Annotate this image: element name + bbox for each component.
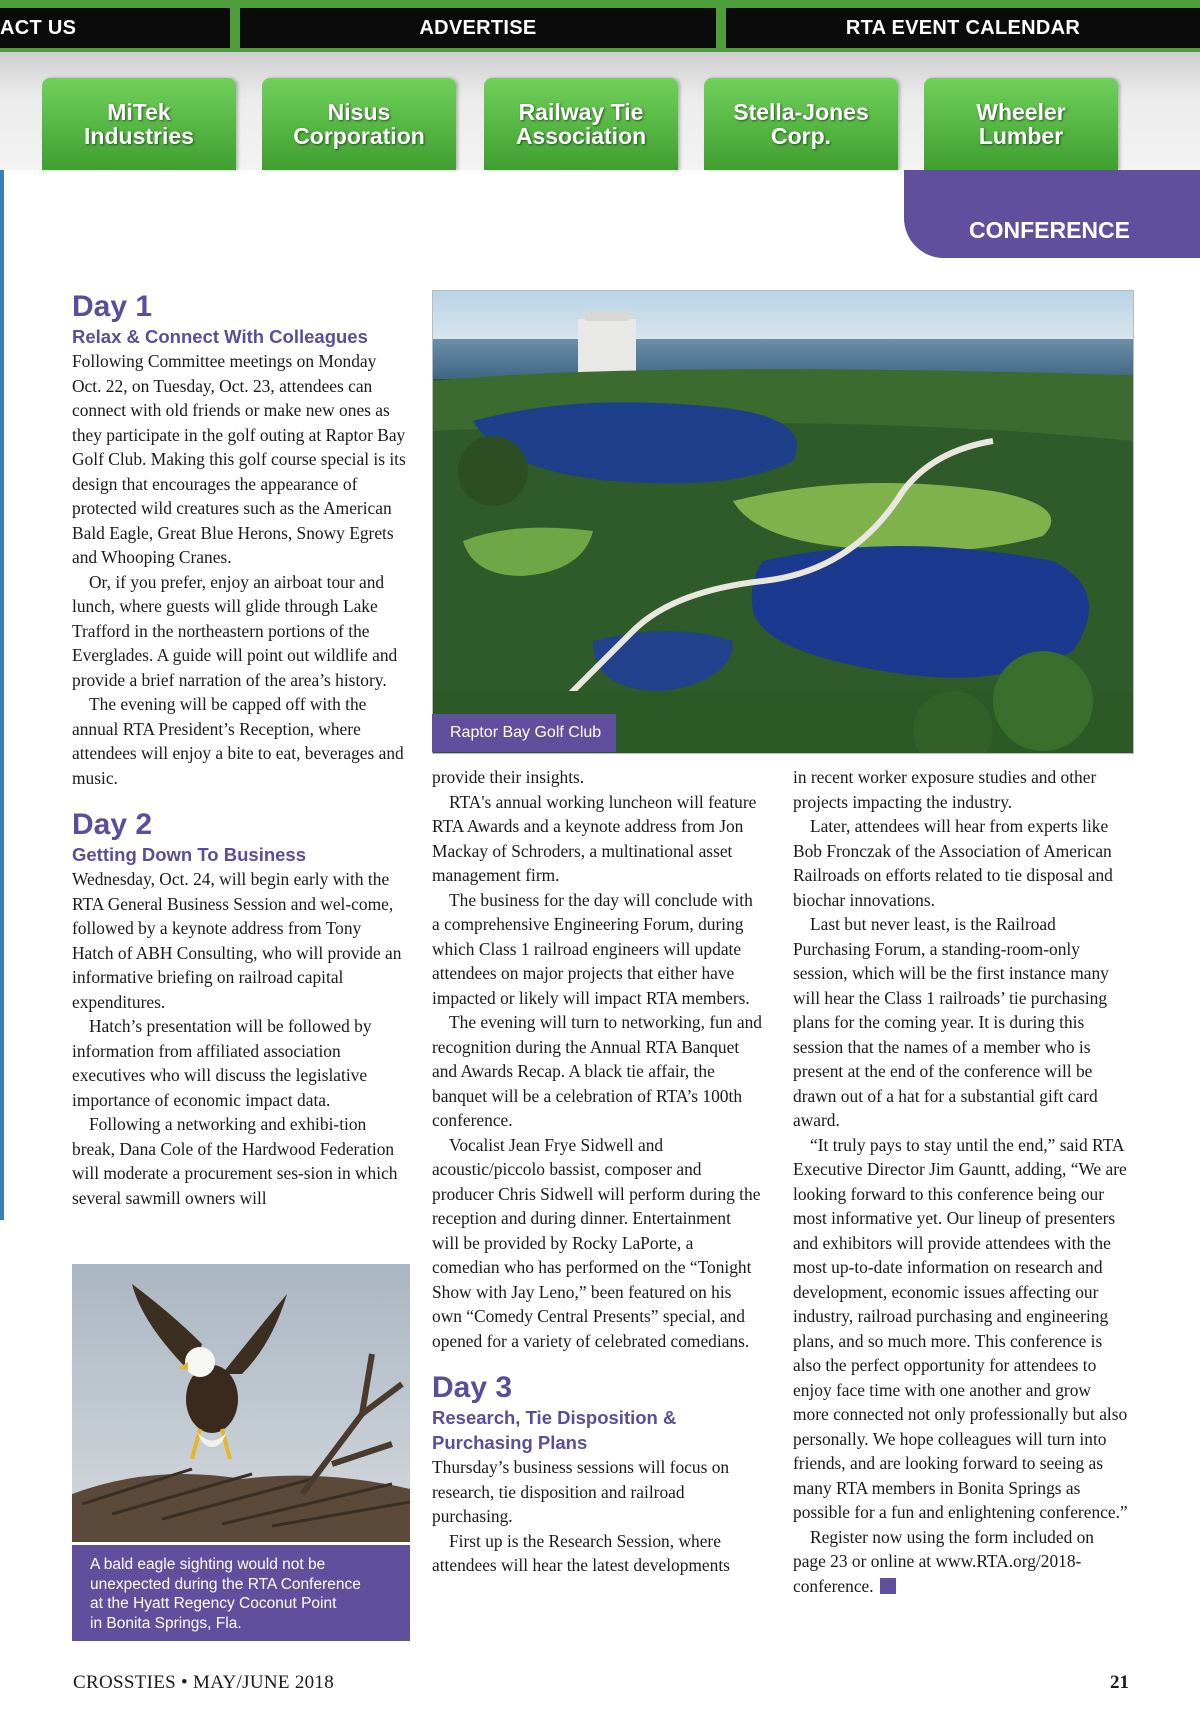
day2-subheading: Getting Down To Business <box>72 844 306 865</box>
sponsor-button-stella-jones[interactable] <box>704 78 898 170</box>
sponsor-label: Stella-Jones Corp. <box>733 99 869 149</box>
middle-paragraph: RTA's annual working luncheon will feature RTA Awards and a keynote address from Jon Mackay of Schroders, a multinational asset management firm. <box>432 791 757 885</box>
day1-paragraph: Following Committee meetings on Monday Oct. 22, on Tuesday, Oct. 23, attendees can connect with old friends or make new ones as they participate in the golf outing at Raptor Bay Golf Club. Making this golf course special is its design that encourages the appearance of protected wild creatures such as the American Bald Eagle, Great Blue Herons, Snowy Egrets and Whooping Cranes. <box>72 351 406 567</box>
day2-paragraph: Wednesday, Oct. 24, will begin early with the RTA General Business Session and wel-come, followed by a keynote address from Tony Hatch of ABH Consulting, who will provide an informative briefing on railroad capital expenditures. <box>72 869 402 1012</box>
middle-paragraph: provide their insights. <box>432 767 585 787</box>
column-left <box>72 290 406 1210</box>
column-middle <box>432 765 762 1578</box>
end-mark-icon <box>880 1578 896 1594</box>
eagle-caption-line: unexpected during the RTA Conference <box>90 1575 361 1593</box>
nav-advertise[interactable] <box>240 8 716 48</box>
nav-event-calendar-label: RTA EVENT CALENDAR <box>845 16 1081 39</box>
footer-publication: CROSSTIES • MAY/JUNE 2018 <box>73 1672 335 1693</box>
footer-page-number: 21 <box>1110 1672 1129 1693</box>
day3-paragraph: First up is the Research Session, where attendees will hear the latest developments <box>432 1530 730 1575</box>
left-edge-rule <box>0 170 4 1220</box>
section-tab-conference <box>904 170 1200 258</box>
sponsor-label: Nisus Corporation <box>293 99 425 149</box>
day1-subheading: Relax & Connect With Colleagues <box>72 326 368 347</box>
section-tab-label: CONFERENCE <box>968 217 1130 243</box>
golf-photo-caption <box>432 714 616 752</box>
right-paragraph-last <box>793 1525 1128 1599</box>
sponsor-button-wheeler[interactable] <box>924 78 1118 170</box>
day1-heading: Day 1 <box>72 290 153 323</box>
eagle-caption-line: in Bonita Springs, Fla. <box>90 1614 242 1632</box>
eagle-caption-line: at the Hyatt Regency Coconut Point <box>90 1595 337 1612</box>
day3-heading: Day 3 <box>432 1371 513 1404</box>
sponsor-label: Wheeler Lumber <box>976 99 1066 149</box>
day1-paragraph: The evening will be capped off with the annual RTA President’s Reception, where attendees will enjoy a bite to eat, beverages and music. <box>72 694 404 788</box>
column-right <box>793 765 1128 1598</box>
register-text: Register now using the form included on page 23 or online at www.RTA.org/2018-conference. <box>793 1526 1094 1596</box>
sponsor-label: MiTek Industries <box>84 99 194 149</box>
sponsor-button-mitek[interactable] <box>42 78 236 170</box>
right-paragraph: Last but never least, is the Railroad Purchasing Forum, a standing-room-only session, which will be the first instance many will hear the Class 1 railroads’ tie purchasing plans for the coming year. It is during this session that the names of a member who is present at the end of the conference will be drawn out of a hat for a substantial gift card award. <box>793 914 1109 1130</box>
right-paragraph: “It truly pays to stay until the end,” said RTA Executive Director Jim Gauntt, adding, “We are looking forward to this conference being our most informative yet. Our lineup of presenters and exhibitors will provide attendees with the most up-to-date information on research and development, economic issues affecting our industry, railroad purchasing and engineering plans, and so much more. This conference is also the perfect opportunity for attendees to enjoy face time with one another and grow more connected not only professionally but also personally. We hope colleagues will turn into friends, and are looking forward to seeing as many RTA members in Bonita Springs as possible for a fun and enlightening conference.” <box>793 1134 1128 1522</box>
day1-paragraph: Or, if you prefer, enjoy an airboat tour and lunch, where guests will glide through Lake Trafford in the northeastern portions of the Everglades. A guide will point out wildlife and provide a brief narration of the area’s history. <box>72 571 398 690</box>
day2-paragraph: Hatch’s presentation will be followed by information from affiliated association executives who will discuss the legislative importance of economic impact data. <box>72 1016 372 1110</box>
nav-contact-us-label: ACT US <box>0 16 77 39</box>
day2-paragraph: Following a networking and exhibi-tion break, Dana Cole of the Hardwood Federation will moderate a procurement ses-sion in which several sawmill owners will <box>72 1114 398 1208</box>
day2-heading: Day 2 <box>72 808 153 841</box>
golf-course-photo <box>432 290 1134 754</box>
nav-contact-us[interactable] <box>0 8 230 48</box>
middle-paragraph: Vocalist Jean Frye Sidwell and acoustic/piccolo bassist, composer and producer Chris Sidwell will perform during the reception and during dinner. Entertainment will be provided by Rocky LaPorte, a comedian who has performed on the “Tonight Show with Jay Leno,” been featured on his own “Comedy Central Presents” special, and opened for a variety of celebrated comedians. <box>432 1134 761 1351</box>
middle-paragraph: The evening will turn to networking, fun and recognition during the Annual RTA Banquet and Awards Recap. A black tie affair, the banquet will be a celebration of RTA’s 100th conference. <box>432 1012 762 1130</box>
day3-paragraph: Thursday’s business sessions will focus on research, tie disposition and railroad purchasing. <box>432 1457 730 1526</box>
right-paragraph: in recent worker exposure studies and other projects impacting the industry. <box>793 767 1097 812</box>
eagle-photo-caption <box>72 1545 410 1641</box>
day3-subheading: Research, Tie Disposition & Purchasing Plans <box>432 1407 677 1453</box>
nav-event-calendar[interactable] <box>726 8 1200 48</box>
eagle-caption-line: A bald eagle sighting would not be <box>90 1556 326 1573</box>
nav-advertise-label: ADVERTISE <box>419 16 537 39</box>
sponsor-button-nisus[interactable] <box>262 78 456 170</box>
right-paragraph: Later, attendees will hear from experts like Bob Fronczak of the Association of American Railroads on efforts related to tie disposal and biochar innovations. <box>793 816 1113 910</box>
middle-paragraph: The business for the day will conclude with a comprehensive Engineering Forum, during which Class 1 railroad engineers will update attendees on major projects that either have impacted or likely will impact RTA members. <box>432 889 753 1008</box>
sponsor-button-railway-tie[interactable] <box>484 78 678 170</box>
bald-eagle-photo <box>72 1264 410 1542</box>
golf-photo-caption-text: Raptor Bay Golf Club <box>450 724 602 741</box>
sponsor-label: Railway Tie Association <box>515 99 647 149</box>
